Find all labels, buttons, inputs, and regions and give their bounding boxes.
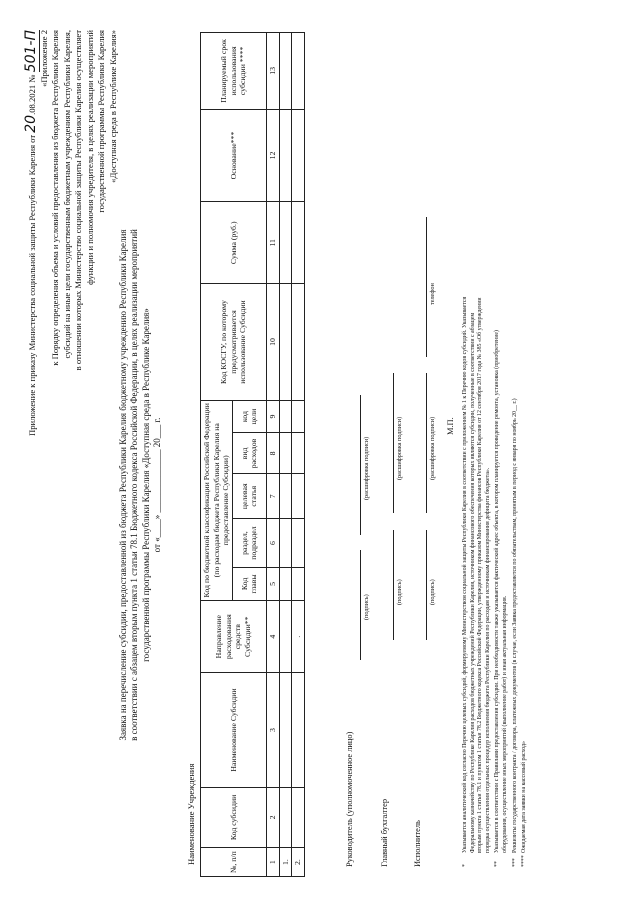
- col-kosgu-header: Код КОСГУ, по которому предусматривается использование Субсидии: [201, 284, 267, 400]
- head-signature-label: Руководитель (уполномоченное лицо): [345, 731, 354, 867]
- executor-signature-line: [426, 530, 427, 640]
- footnotes: [462, 147, 529, 867]
- executor-decode-line: [426, 373, 427, 513]
- executor-phone-line: [426, 217, 427, 357]
- footnote-item: ***Реквизиты государственного контракта / договора, платежных документов (в случае, если Заявка предоставляется по обязательствам, принятым в период с января по ноябрь 20__ г.): [511, 398, 518, 867]
- column-numbers-row: 1 2 3 4 5 6 7 8 9 10 11 12 13: [266, 33, 279, 877]
- appendix-label: «Приложение 2: [38, 30, 49, 87]
- rotated-landscape-sheet: Приложение к приказу Министерства социальной защиты Республики Карелия от 20.08.2021 № 501-П «Приложение 2 к Порядку определения объема и условий предоставления из бюджета Республики Карелия субсидий на иные цели государственным бюджетным учреждениям Республики Карелия, в отношении которых Министерство социальной защиты Республики Карелия осуществляет функции и полномочия учредителя, в целях реализации мероприятий государственной программы Республики Карелия «Доступная среда в Республике Карелия» Заявка на перечисление субсидии, предоставленной из бюджета Республики Карелия бюджетному учреждению Республики Карелия в соответствии с абзацем вторым пункта 1 статьи 78.1 Бюджетного кодекса Российской Федерации, в целях реализации мероприятий государственной программы Республики Карелия «Доступная среда в Республике Карелия» от «____» ______________ 20___ г. Наименование Учреждения №, п/п Код субсидии Наименование Субсидии Направление расходования средств Субсидии** Код по бюджетной классификации Российской Федерации (по расходам бюджета Республики Карелия на предоставление Субсидии) Код КОСГУ, по которому предусматривается использование Субсидии Сумма (руб.) Основание*** Планируемый срок использования субсидии **** Код главы раздел, подраздел целевая статья вид расходов код цели 1 2 3 4 5 6 7 8 9 10 11 12 13 1. 2. . Руководитель (уполномоченное лицо) (подпись) (расшифровка подписи) Главный бухгалтер (подпись) (расшифровка подписи) Исполнитель (подпись) (расшифровка подписи) телефон М.П. *Указывается аналитический код согласно Перечню целевых субсидий, формируемому Министерством социальной защиты Республики Карелия в соответствии с приложением № 1 к Перечню кодов субсидий. Указывается Федеральному казначейству по Республике Карелия расходов бюджетных учреждений Республики Карелия, источником финансового обеспечения которых являются субсидии, полученные в соответствии с абзацем вторым пункта 1 статьи 78.1 и пунктом 1 статьи 78.2 Бюджетного кодекса Российской Федерации, утвержденному приказом Министерства финансов Республики Карелия от 12 сентября 2017 года № 385 «Об утверждении порядка осуществления отдельных процедур исполнения бюджета Республики Карелия по расходам и источникам финансирования дефицита бюджета». **Указывается в соответствии с Правилами предоставления субсидии. При необходимости также указывается фактический адрес объекта, в котором планируется проведение ремонта, установка (приобретение) оборудования, осуществление иных мероприятий (выполнение работ) и иная актуальная информация. ***Реквизиты государственного контракта / договора, платежных документов (в случае, если Заявка предоставляется по обязательствам, принятым в период с января по ноябрь 20__ г.) ****Ожидаемая дата заявки на кассовый расход»: [0, 0, 640, 905]
- col-exptype-header: вид расходов: [232, 433, 266, 474]
- col-sum-header: Сумма (руб.): [201, 202, 267, 284]
- chief-accountant-decode-line: [393, 373, 394, 513]
- order-header: Приложение к приказу Министерства социальной защиты Республики Карелия от 20.08.2021 № 501-П «Приложение 2 к Порядку определения объема и условий предоставления из бюджета Республики Карелия субсидий на иные цели государственным бюджетным учреждениям Республики Карелия, в отношении которых Министерство социальной защиты Республики Карелия осуществляет функции и полномочия учредителя, в целях реализации мероприятий государственной программы Республики Карелия «Доступная среда в Республике Карелия»: [26, 30, 119, 710]
- handwritten-date: 20: [23, 114, 39, 133]
- request-date: от «____» ______________ 20___ г.: [152, 417, 163, 553]
- head-decode-line: [360, 395, 361, 535]
- handwritten-number: 501-П: [23, 30, 39, 73]
- col-code-header: Код субсидии: [201, 787, 267, 848]
- col-basis-header: Основание***: [201, 109, 267, 201]
- footnote-item: **Указывается в соответствии с Правилами предоставления субсидии. При необходимости также указывается фактический адрес объекта, в котором планируется проведение ремонта, установка (приобретение) оборудования, осуществление иных мероприятий (выполнение работ) и иная актуальная информация.: [494, 330, 508, 867]
- col-target-header: целевая статья: [232, 474, 266, 519]
- col-term-header: Планируемый срок использования субсидии ****: [201, 33, 267, 110]
- table-row: 1.: [279, 33, 292, 877]
- col-chapter-header: Код главы: [232, 567, 266, 600]
- col-name-header: Наименование Субсидии: [201, 673, 267, 787]
- stamp-mark: М.П.: [446, 417, 455, 435]
- col-section-header: раздел, подраздел: [232, 519, 266, 568]
- executor-label: Исполнитель: [413, 820, 422, 867]
- order-reference: Приложение к приказу Министерства социальной защиты Республики Карелия от 20.08.2021 № 501-П: [23, 30, 39, 436]
- col-goal-code-header: код цели: [232, 400, 266, 433]
- budget-code-group-header: Код по бюджетной классификации Российской Федерации (по расходам бюджета Республики Карелия на предоставление Субсидии): [201, 400, 233, 600]
- chief-accountant-signature-line: [393, 530, 394, 640]
- footnote-item: *Указывается аналитический код согласно Перечню целевых субсидий, формируемому Министерством социальной защиты Республики Карелия в соответствии с приложением № 1 к Перечню кодов субсидий. Указывается Федеральному казначейству по Республике Карелия расходов бюджетных учреждений Республики Карелия, источником финансового обеспечения которых являются субсидии, полученные в соответствии с абзацем вторым пункта 1 статьи 78.1 и пунктом 1 статьи 78.2 Бюджетного кодекса Российской Федерации, утвержденному приказом Министерства финансов Республики Карелия от 12 сентября 2017 года № 385 «Об утверждении порядка осуществления отдельных процедур исполнения бюджета Республики Карелия по расходам и источникам финансирования дефицита бюджета».: [462, 296, 491, 867]
- col-num-header: №, п/п: [201, 848, 267, 877]
- head-signature-line: [360, 550, 361, 660]
- col-direction-header: Направление расходования средств Субсидии**: [201, 600, 267, 673]
- chief-accountant-label: Главный бухгалтер: [380, 798, 389, 867]
- institution-label: Наименование Учреждения: [186, 763, 196, 865]
- table-row: 2. .: [292, 33, 305, 877]
- request-title: Заявка на перечисление субсидии, предоставленной из бюджета Республики Карелия бюджетному учреждению Республики Карелия в соответствии с абзацем вторым пункта 1 статьи 78.1 Бюджетного кодекса Российской Федерации, в целях реализации мероприятий государственной программы Республики Карелия «Доступная среда в Республике Карелия» от «____» ______________ 20___ г.: [118, 175, 164, 795]
- request-table: [200, 32, 305, 877]
- footnote-item: ****Ожидаемая дата заявки на кассовый расход»: [521, 741, 528, 867]
